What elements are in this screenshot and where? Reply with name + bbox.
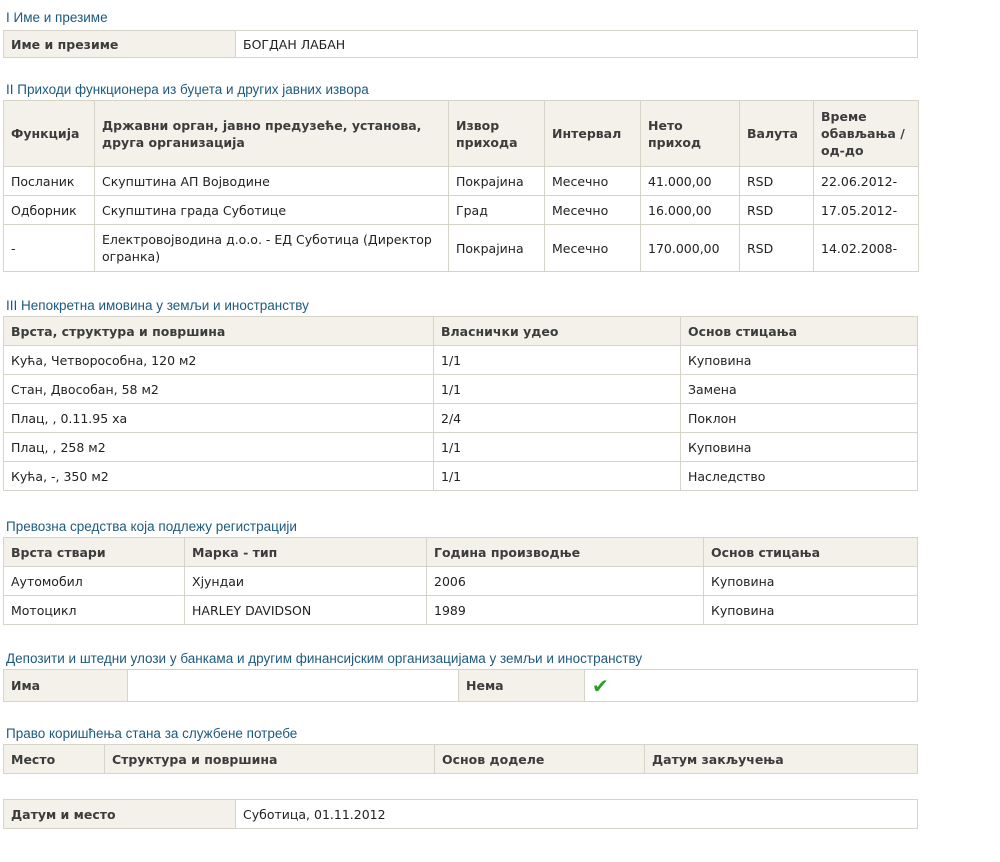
income-cell: Скупштина града Суботице xyxy=(95,196,449,225)
vehicle-cell: Аутомобил xyxy=(4,567,185,596)
deposits-no-value xyxy=(585,670,918,702)
property-cell: Стан, Двособан, 58 м2 xyxy=(4,375,434,404)
table-row xyxy=(4,567,918,596)
date-place-table xyxy=(3,799,918,829)
property-cell: 2/4 xyxy=(434,404,681,433)
income-header-net: Нето приход xyxy=(641,101,740,167)
vehicles-header-make: Марка - тип xyxy=(185,538,427,567)
section-title-vehicles: Превозна средства која подлежу регистрацији xyxy=(6,519,297,534)
table-row xyxy=(4,433,918,462)
property-cell: 1/1 xyxy=(434,433,681,462)
table-row xyxy=(4,196,919,225)
income-cell: RSD xyxy=(740,167,814,196)
name-table xyxy=(3,30,918,58)
section-title-name: I Име и презиме xyxy=(6,10,108,25)
property-cell: 1/1 xyxy=(434,375,681,404)
table-row xyxy=(4,346,918,375)
income-cell: Посланик xyxy=(4,167,95,196)
checkmark-icon: ✔ xyxy=(592,673,609,698)
income-cell: Месечно xyxy=(545,167,641,196)
income-cell: 16.000,00 xyxy=(641,196,740,225)
income-cell: 41.000,00 xyxy=(641,167,740,196)
property-cell: Куповина xyxy=(681,433,918,462)
vehicle-cell: 2006 xyxy=(427,567,704,596)
name-value: БОГДАН ЛАБАН xyxy=(236,31,918,58)
income-cell: - xyxy=(4,225,95,272)
table-row xyxy=(4,404,918,433)
apartment-header-row xyxy=(4,745,918,774)
vehicles-table xyxy=(3,537,918,625)
income-cell: 17.05.2012- xyxy=(814,196,919,225)
income-header-currency: Валута xyxy=(740,101,814,167)
property-header-basis: Основ стицања xyxy=(681,317,918,346)
income-header-organization: Државни орган, јавно предузеће, установа, друга организација xyxy=(95,101,449,167)
vehicle-cell: Куповина xyxy=(704,596,918,625)
date-place-label: Датум и место xyxy=(4,800,236,829)
income-header-interval: Интервал xyxy=(545,101,641,167)
income-cell: 14.02.2008- xyxy=(814,225,919,272)
deposits-row xyxy=(4,670,918,702)
property-table xyxy=(3,316,918,491)
property-cell: 1/1 xyxy=(434,462,681,491)
table-row xyxy=(4,462,918,491)
deposits-no-label: Нема xyxy=(459,670,585,702)
deposits-yes-value xyxy=(128,670,459,702)
deposits-table xyxy=(3,669,918,702)
section-title-property: III Непокретна имовина у земљи и иностранству xyxy=(6,298,309,313)
income-cell: Одборник xyxy=(4,196,95,225)
property-cell: Плац, , 0.11.95 ха xyxy=(4,404,434,433)
vehicles-header-year: Година производње xyxy=(427,538,704,567)
income-header-function: Функција xyxy=(4,101,95,167)
property-cell: Кућа, Четворособна, 120 м2 xyxy=(4,346,434,375)
income-cell: 22.06.2012- xyxy=(814,167,919,196)
income-cell: RSD xyxy=(740,196,814,225)
vehicles-header-row xyxy=(4,538,918,567)
property-cell: Куповина xyxy=(681,346,918,375)
vehicle-cell: HARLEY DAVIDSON xyxy=(185,596,427,625)
vehicle-cell: 1989 xyxy=(427,596,704,625)
income-cell: RSD xyxy=(740,225,814,272)
income-cell: Покрајина xyxy=(449,167,545,196)
table-row xyxy=(4,167,919,196)
property-header-type: Врста, структура и површина xyxy=(4,317,434,346)
income-header-source: Извор прихода xyxy=(449,101,545,167)
income-cell: Скупштина АП Војводине xyxy=(95,167,449,196)
name-label: Име и презиме xyxy=(4,31,236,58)
table-row xyxy=(4,225,919,272)
apartment-table xyxy=(3,744,918,774)
income-cell: Месечно xyxy=(545,225,641,272)
date-place-value: Суботица, 01.11.2012 xyxy=(236,800,918,829)
property-cell: Замена xyxy=(681,375,918,404)
vehicle-cell: Мотоцикл xyxy=(4,596,185,625)
property-cell: Плац, , 258 м2 xyxy=(4,433,434,462)
property-header-share: Власнички удео xyxy=(434,317,681,346)
date-place-row xyxy=(4,800,918,829)
vehicle-cell: Хјундаи xyxy=(185,567,427,596)
apartment-header-structure: Структура и површина xyxy=(105,745,435,774)
section-title-apartment: Право коришћења стана за службене потребе xyxy=(6,726,298,741)
section-title-income: II Приходи функционера из буџета и других јавних извора xyxy=(6,82,369,97)
apartment-header-date: Датум закључења xyxy=(645,745,918,774)
apartment-header-place: Место xyxy=(4,745,105,774)
income-cell: Град xyxy=(449,196,545,225)
vehicle-cell: Куповина xyxy=(704,567,918,596)
deposits-yes-label: Има xyxy=(4,670,128,702)
section-title-deposits: Депозити и штедни улози у банкама и другим финансијским организацијама у земљи и иностранству xyxy=(6,651,643,666)
table-row xyxy=(4,596,918,625)
income-header-row xyxy=(4,101,919,167)
property-cell: Кућа, -, 350 м2 xyxy=(4,462,434,491)
property-cell: Поклон xyxy=(681,404,918,433)
income-table xyxy=(3,100,919,272)
income-cell: 170.000,00 xyxy=(641,225,740,272)
income-header-period: Време обављања / од-до xyxy=(814,101,919,167)
vehicles-header-kind: Врста ствари xyxy=(4,538,185,567)
vehicles-header-basis: Основ стицања xyxy=(704,538,918,567)
income-cell: Месечно xyxy=(545,196,641,225)
apartment-header-basis: Основ доделе xyxy=(435,745,645,774)
income-cell: Електровојводина д.о.о. - ЕД Суботица (Директор огранка) xyxy=(95,225,449,272)
property-cell: Наследство xyxy=(681,462,918,491)
property-cell: 1/1 xyxy=(434,346,681,375)
property-header-row xyxy=(4,317,918,346)
table-row xyxy=(4,375,918,404)
income-cell: Покрајина xyxy=(449,225,545,272)
